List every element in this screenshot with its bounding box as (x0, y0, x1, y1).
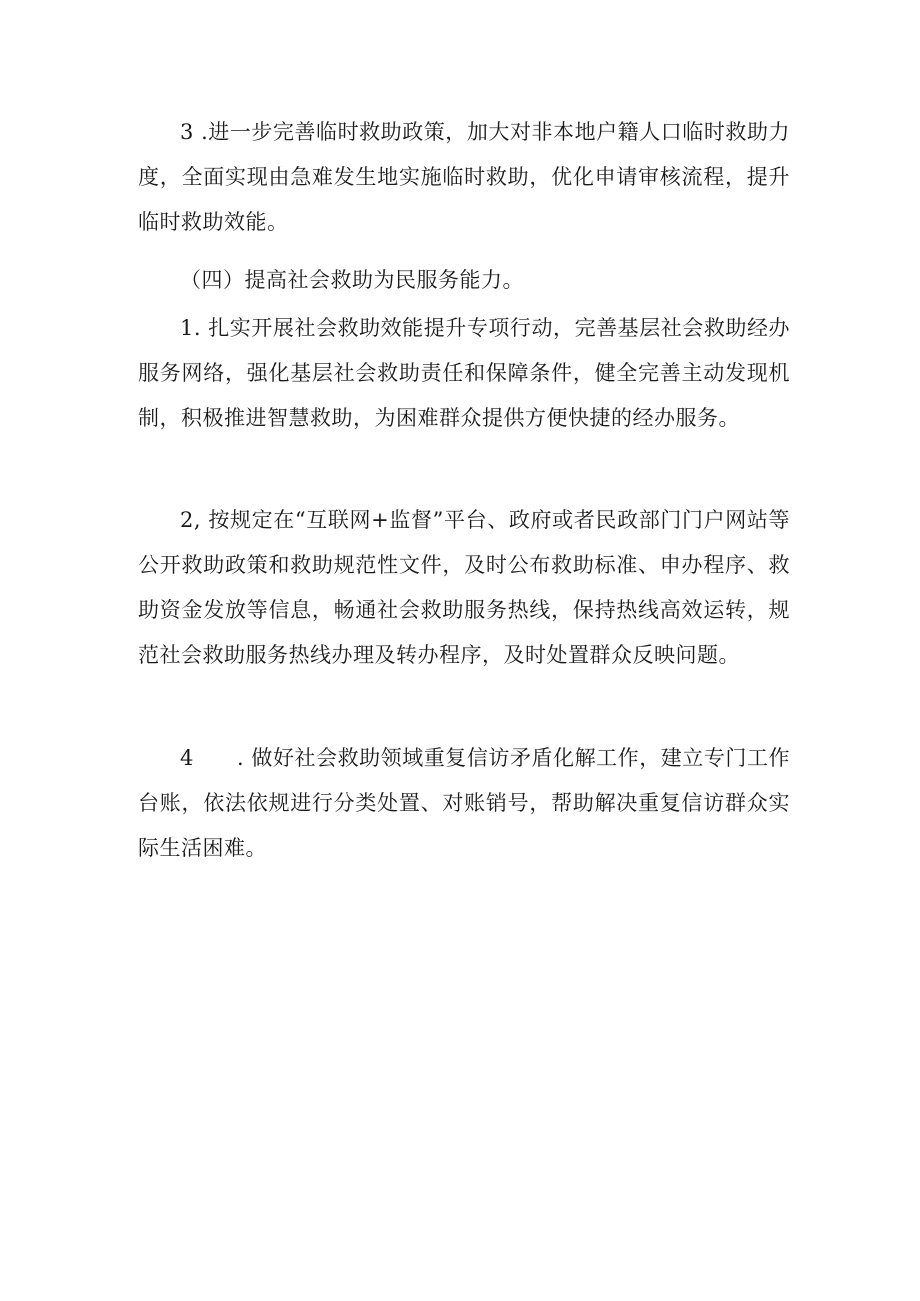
paragraph-item-4-petitions: 4 . 做好社会救助领域重复信访矛盾化解工作，建立专门工作台账，依法依规进行分类处置、对账销号，帮助解决重复信访群众实际生活困难。 (138, 746, 790, 860)
section-heading-four: （四）提高社会救助为民服务能力。 (180, 268, 524, 292)
paragraph-item-3-temporary-assistance: 3 .进一步完善临时救助政策，加大对非本地户籍人口临时救助力度，全面实现由急难发生地实施临时救助，优化申请审核流程，提升临时救助效能。 (138, 120, 790, 234)
paragraph-item-2-disclosure: 2, 按规定在“互联网+监督”平台、政府或者民政部门门户网站等公开救助政策和救助规范性文件，及时公布救助标准、申办程序、救助资金发放等信息，畅通社会救助服务热线，保持热线高效运转，规范社会救助服务热线办理及转办程序，及时处置群众反映问题。 (138, 508, 790, 667)
paragraph-item-1-efficiency: 1. 扎实开展社会救助效能提升专项行动，完善基层社会救助经办服务网络，强化基层社会救助责任和保障条件，健全完善主动发现机制，积极推进智慧救助，为困难群众提供方便快捷的经办服务。 (138, 316, 790, 430)
